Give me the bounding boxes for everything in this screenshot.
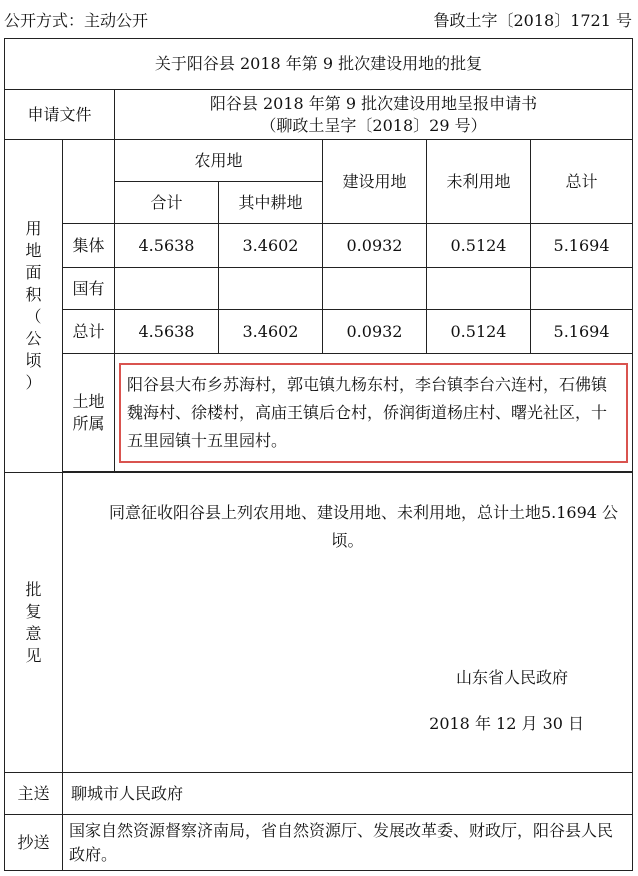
table-row [5,268,633,310]
publicity-label: 公开方式：主动公开 [4,11,149,30]
table-row [5,224,633,268]
application-label: 申请文件 [5,90,115,140]
cell-unused: 0.5124 [427,310,531,354]
ownership-cell [115,354,633,472]
table-row [5,310,633,354]
cell-farmland: 4.5638 [115,310,219,354]
total-header: 总计 [531,140,633,224]
document-number: 鲁政土字〔2018〕1721 号 [433,11,632,30]
cell-total [531,268,633,310]
cell-arable: 3.4602 [219,310,323,354]
cell-construction: 0.0932 [323,310,427,354]
ownership-label: 土地 所属 [63,354,115,472]
application-line-1: 阳谷县 2018 年第 9 批次建设用地呈报申请书 [209,93,538,113]
approval-text: 同意征收阳谷县上列农用地、建设用地、未利用地，总计土地5.1694 公顷。 [108,503,619,550]
copy-to-label: 抄送 [5,815,63,871]
document-header [0,0,638,36]
row-label: 国有 [63,268,115,310]
copy-to-value: 国家自然资源督察济南局，省自然资源厅、发展改革委、财政厅，阳谷县人民政府。 [63,815,633,871]
approval-label: 批 复 意 见 [5,473,63,773]
row-label: 集体 [63,224,115,268]
cell-unused: 0.5124 [427,224,531,268]
row-header-blank [63,140,115,224]
approval-form-table [4,38,633,871]
form-title: 关于阳谷县 2018 年第 9 批次建设用地的批复 [5,39,633,90]
cell-arable: 3.4602 [219,224,323,268]
arable-header: 其中耕地 [219,182,323,224]
construction-header: 建设用地 [323,140,427,224]
cell-total: 5.1694 [531,224,633,268]
send-to-value: 聊城市人民政府 [63,773,633,815]
cell-unused [427,268,531,310]
row-label: 总计 [63,310,115,354]
cell-farmland [115,268,219,310]
approval-org: 山东省人民政府 [456,668,569,687]
cell-total: 5.1694 [531,310,633,354]
approval-opinion [63,473,633,773]
send-to-label: 主送 [5,773,63,815]
farmland-subtotal-header: 合计 [115,182,219,224]
ownership-highlight-box: 阳谷县大布乡苏海村，郭屯镇九杨东村，李台镇李台六连村，石佛镇魏海村、徐楼村，高庙王镇后仓村，侨润街道杨庄村、曙光社区，十五里园镇十五里园村。 [119,363,628,463]
unused-header: 未利用地 [427,140,531,224]
application-line-2: （聊政土呈字〔2018〕29 号） [260,115,487,135]
cell-arable [219,268,323,310]
cell-construction [323,268,427,310]
cell-farmland: 4.5638 [115,224,219,268]
land-area-label: 用 地 面 积 （ 公 顷 ） [5,140,63,473]
approval-date: 2018 年 12 月 30 日 [429,714,585,733]
farmland-header: 农用地 [115,140,323,182]
cell-construction: 0.0932 [323,224,427,268]
application-document [115,90,633,140]
